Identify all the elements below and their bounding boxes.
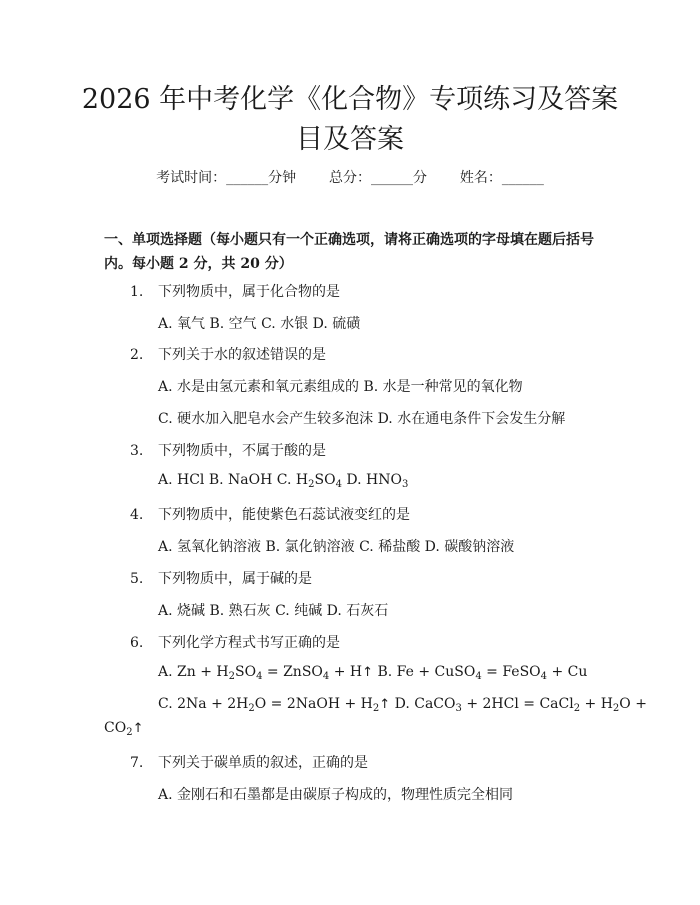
up-arrow-icon: ↑ (362, 665, 374, 680)
subscript: 2 (372, 703, 380, 714)
subscript: 2 (612, 703, 620, 714)
subscript: 3 (401, 479, 409, 490)
question-number: 7. (130, 755, 144, 771)
subscript: 3 (455, 703, 462, 714)
name-blank: ______ (501, 170, 544, 186)
question-3 (130, 440, 326, 460)
exam-info-row (0, 167, 700, 187)
question-text: 下列关于水的叙述错误的是 (158, 347, 326, 363)
subscript: 4 (256, 671, 263, 682)
question-text: 下列关于碳单质的叙述，正确的是 (158, 755, 368, 771)
subscript: 4 (475, 671, 482, 682)
option-text: = ZnSO (262, 664, 323, 680)
option-text: O = 2NaOH + H (254, 696, 373, 712)
option-text: = FeSO (481, 664, 541, 680)
question-7-options: A. 金刚石和石墨都是由碳原子构成的，物理性质完全相同 (158, 787, 514, 803)
score-blank: ______ (371, 170, 413, 186)
option-text: + Cu (547, 664, 588, 680)
option-text: + H (329, 664, 363, 680)
time-unit: 分钟 (268, 170, 297, 186)
question-4 (130, 504, 410, 524)
question-6-options-cd (158, 696, 647, 712)
option-text: D. CaCO (390, 696, 456, 712)
question-2-options-ab: A. 水是由氢元素和氧元素组成的 B. 水是一种常见的氧化物 (158, 379, 523, 395)
option-text: B. Fe + CuSO (373, 664, 476, 680)
question-5-options: A. 烧碱 B. 熟石灰 C. 纯碱 D. 石灰石 (158, 603, 389, 619)
option-text: CO (104, 720, 127, 736)
score-label: 总分： (329, 170, 371, 186)
section-heading: 一、单项选择题（每小题只有一个正确选项，请将正确选项的字母填在题后括号内。每小题 2 分，共 20 分） (104, 232, 594, 272)
question-6 (130, 632, 340, 652)
up-arrow-icon: ↑ (379, 697, 391, 712)
question-number: 1. (130, 284, 144, 300)
subscript: 4 (322, 671, 330, 682)
question-7 (130, 752, 368, 772)
question-text: 下列化学方程式书写正确的是 (158, 635, 340, 651)
question-number: 5. (130, 571, 144, 587)
subscript: 2 (308, 479, 315, 490)
question-2-options-cd: C. 硬水加入肥皂水会产生较多泡沫 D. 水在通电条件下会发生分解 (158, 411, 566, 427)
question-6-options-continued (104, 720, 143, 736)
subscript: 2 (126, 727, 133, 738)
subscript: 2 (228, 671, 235, 682)
question-3-options (158, 472, 408, 488)
subscript: 4 (335, 479, 342, 490)
question-text: 下列物质中，不属于酸的是 (158, 443, 326, 459)
question-1 (130, 281, 340, 301)
up-arrow-icon: ↑ (132, 721, 144, 736)
question-number: 3. (130, 443, 144, 459)
score-unit: 分 (413, 170, 427, 186)
subscript: 2 (573, 703, 581, 714)
option-text: O + (619, 696, 647, 712)
question-text: 下列物质中，属于化合物的是 (158, 284, 340, 300)
time-label: 考试时间： (156, 170, 227, 186)
question-text: 下列物质中，能使紫色石蕊试液变红的是 (158, 507, 410, 523)
time-blank: ______ (226, 170, 269, 186)
question-text: 下列物质中，属于碱的是 (158, 571, 312, 587)
page-title: 2026 年中考化学《化合物》专项练习及答案 (81, 84, 619, 115)
question-number: 6. (130, 635, 144, 651)
question-number: 2. (130, 347, 144, 363)
option-text: D. HNO (341, 472, 402, 488)
option-text: + H (580, 696, 613, 712)
question-number: 4. (130, 507, 144, 523)
option-text: A. Zn + H (158, 664, 229, 680)
option-text: A. HCl B. NaOH C. H (158, 472, 309, 488)
option-text: C. 2Na + 2H (158, 696, 249, 712)
option-text: SO (314, 472, 336, 488)
subscript: 2 (248, 703, 255, 714)
question-6-options-ab (158, 664, 587, 680)
question-2 (130, 344, 326, 364)
question-5 (130, 568, 312, 588)
question-4-options: A. 氢氧化钠溶液 B. 氯化钠溶液 C. 稀盐酸 D. 碳酸钠溶液 (158, 539, 515, 555)
option-text: + 2HCl = CaCl (461, 696, 574, 712)
question-1-options: A. 氧气 B. 空气 C. 水银 D. 硫磺 (158, 316, 361, 332)
subscript: 4 (540, 671, 548, 682)
page-title-continued: 目及答案 (296, 124, 404, 155)
name-label: 姓名： (459, 170, 502, 186)
option-text: SO (234, 664, 257, 680)
